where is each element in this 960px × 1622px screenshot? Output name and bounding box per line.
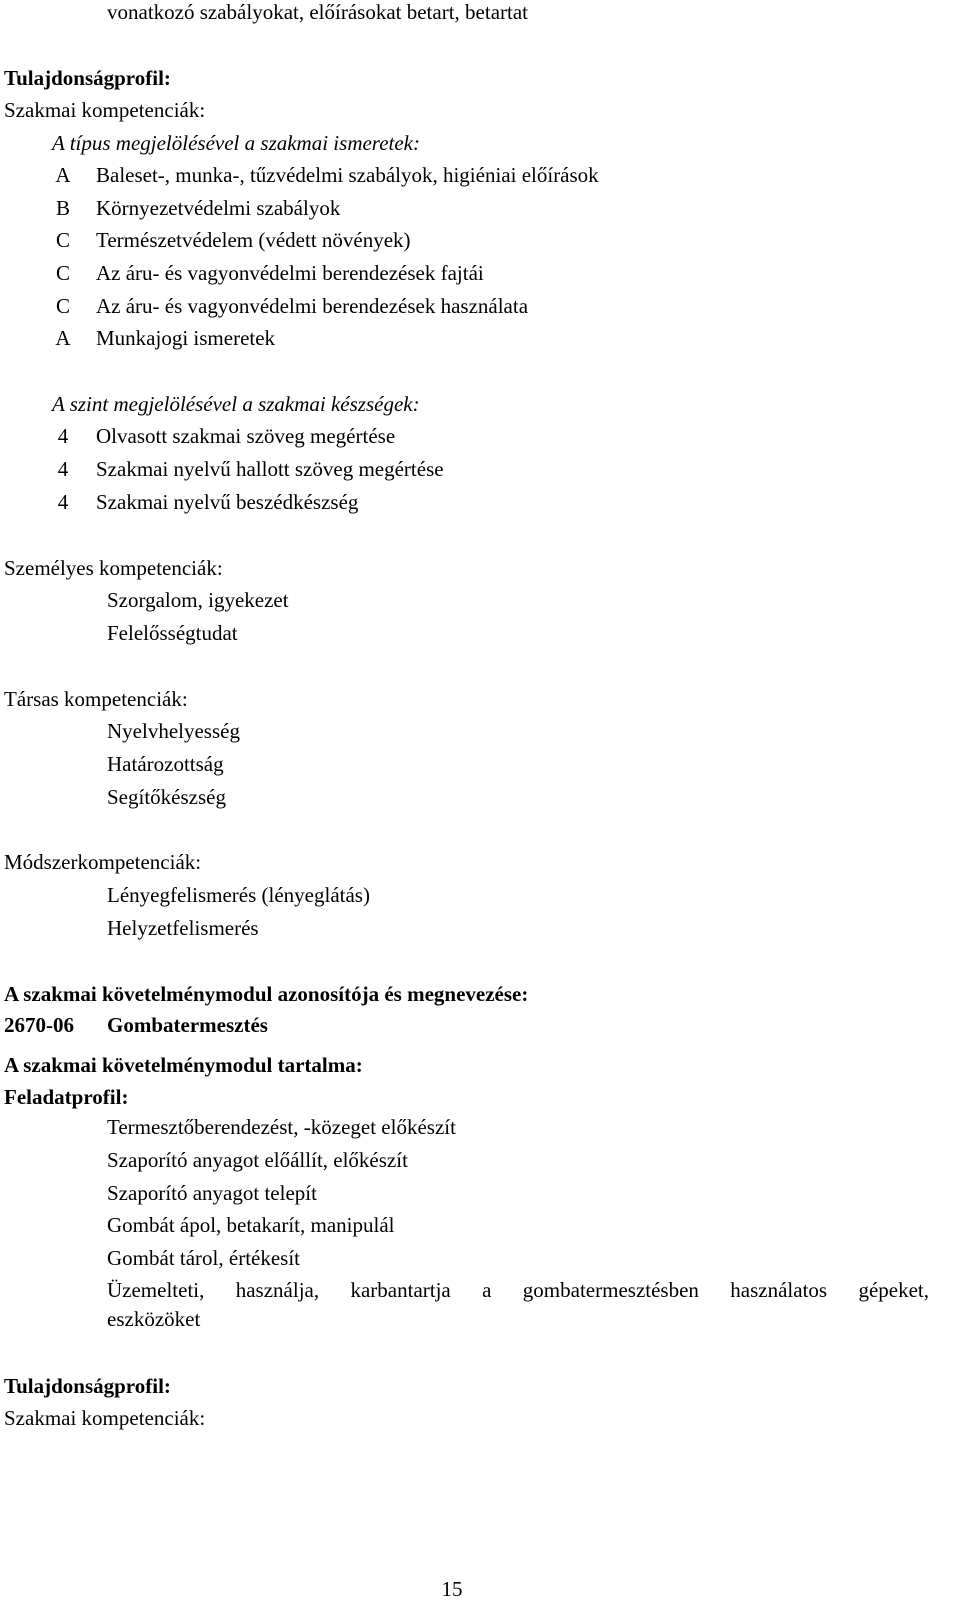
list-item-text: Az áru- és vagyonvédelmi berendezések fajtái [96,261,484,285]
list-item: Felelősségtudat [107,621,238,645]
list-item: Szorgalom, igyekezet [107,588,289,612]
list-item-text: Munkajogi ismeretek [96,326,276,350]
list-item-text: Természetvédelem (védett növények) [96,228,411,252]
grade-letter: C [55,261,70,285]
list-item-text: Az áru- és vagyonvédelmi berendezések használata [96,294,529,318]
grade-letter: A [55,163,71,187]
list-item: Termesztőberendezést, -közeget előkészít [107,1115,456,1139]
list-item-text: Környezetvédelmi szabályok [96,196,341,220]
social-competencies-label: Társas kompetenciák: [4,687,188,711]
list-item-text: Baleset-, munka-, tűzvédelmi szabályok, higiéniai előírások [96,163,599,187]
list-item-text: Szakmai nyelvű beszédkészség [96,490,359,514]
professional-competencies-label-2: Szakmai kompetenciák: [4,1406,206,1430]
list-item-text: Szakmai nyelvű hallott szöveg megértése [96,457,444,481]
list-item: Nyelvhelyesség [107,719,240,743]
property-profile-heading-2: Tulajdonságprofil: [4,1374,171,1398]
grade-letter: C [55,294,70,318]
list-item-long-line2: eszközöket [107,1307,201,1331]
list-item: Gombát ápol, betakarít, manipulál [107,1213,395,1237]
list-item-long-line1: Üzemelteti, használja, karbantartja a gombatermesztésben használatos gépeket, [107,1278,929,1302]
list-item-text: Olvasott szakmai szöveg megértése [96,424,396,448]
list-item: Szaporító anyagot előállít, előkészít [107,1148,408,1172]
grade-letter: C [55,228,70,252]
personal-competencies-label: Személyes kompetenciák: [4,556,223,580]
skills-heading: A szint megjelölésével a szakmai készségek: [52,392,420,416]
list-item: Szaporító anyagot telepít [107,1181,317,1205]
professional-competencies-label: Szakmai kompetenciák: [4,98,206,122]
task-profile-heading: Feladatprofil: [4,1085,129,1109]
module-id-heading: A szakmai követelménymodul azonosítója és megnevezése: [4,982,529,1006]
grade-letter: B [55,196,70,220]
module-code: 2670-06 [4,1013,74,1037]
list-item: Gombát tárol, értékesít [107,1246,301,1270]
list-item: Helyzetfelismerés [107,916,259,940]
continued-text: vonatkozó szabályokat, előírásokat betart, betartat [107,0,528,24]
knowledge-heading: A típus megjelölésével a szakmai ismeretek: [52,131,420,155]
page-number: 15 [441,1577,463,1601]
module-content-heading: A szakmai követelménymodul tartalma: [4,1053,363,1077]
list-item: Lényegfelismerés (lényeglátás) [107,883,370,907]
module-title [4,1013,268,1037]
property-profile-heading: Tulajdonságprofil: [4,66,171,90]
list-item: Határozottság [107,752,224,776]
method-competencies-label: Módszerkompetenciák: [4,850,202,874]
module-name: Gombatermesztés [107,1013,268,1037]
skill-level: 4 [57,490,69,514]
skill-level: 4 [57,424,69,448]
grade-letter: A [55,326,71,350]
skill-level: 4 [57,457,69,481]
list-item: Segítőkészség [107,785,226,809]
